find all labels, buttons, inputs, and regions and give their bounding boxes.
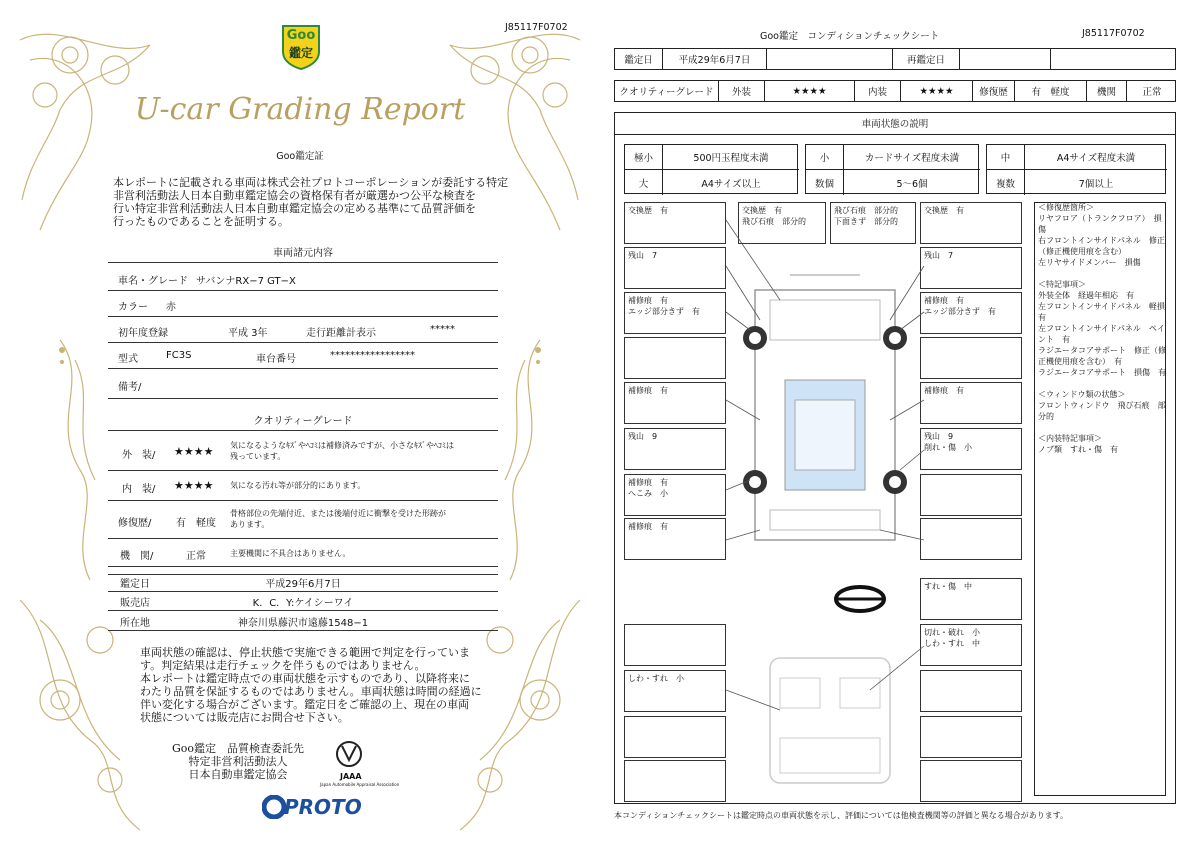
damage-box-left-4 bbox=[624, 337, 726, 379]
check-date-value: 平成29年6月7日 bbox=[663, 49, 767, 69]
repair-value: 有 軽度 bbox=[176, 518, 216, 529]
jaaa-logo: JAAA Japan Automobile Appraisal Association bbox=[320, 736, 400, 792]
int-label: 内装 bbox=[855, 81, 901, 101]
interior-stars: ★★★★ bbox=[174, 479, 214, 492]
chassis-label: 車台番号 bbox=[256, 354, 296, 365]
interior-desc: 気になる汚れ等が部分的にあります。 bbox=[230, 481, 366, 490]
interior-label: 内 装/ bbox=[122, 484, 156, 495]
damage-box-right-3 bbox=[920, 337, 1022, 379]
engine-label-right: 機関 bbox=[1087, 81, 1127, 101]
damage-box-left-8: 補修痕 有 bbox=[624, 518, 726, 560]
footer-note: 本コンディションチェックシートは鑑定時点の車両状態を示し、評価については他検査機関等の評価と異なる場合があります。 bbox=[614, 811, 1069, 820]
intro-paragraph: 本レポートに記載される車両は株式会社プロトコーポレーションが委託する特定 非営利活動法人日本自動車鑑定協会の資格保有者が厳選かつ公平な検査を 行い特定非営利活動法人日本自動車鑑定協会の定める基準にて品質評価を 行ったものであることを証明する。 bbox=[113, 176, 509, 228]
engine-value-right: 正常 bbox=[1142, 87, 1162, 98]
repair-desc: 骨格部位の先端付近、または後端付近に衝撃を受けた形跡が あります。 bbox=[230, 509, 446, 529]
leader-lines bbox=[720, 200, 930, 800]
qg-label: クオリティーグレード bbox=[615, 81, 719, 101]
address-value: 神奈川県藤沢市遠藤1548−1 bbox=[237, 618, 369, 629]
exterior-desc: 気になるようなｷｽﾞやﾍｺﾐは補修済みですが、小さなｷｽﾞやﾍｺﾐは 残っています。 bbox=[230, 441, 454, 461]
damage-box-left-3: 補修痕 有 エッジ部分きず 有 bbox=[624, 292, 726, 334]
issuer-block: Goo鑑定 品質検査委託先 特定非営利活動法人 日本自動車鑑定協会 bbox=[171, 742, 305, 781]
interior-box-left-4 bbox=[624, 760, 726, 802]
chassis-value: ***************** bbox=[330, 350, 415, 361]
proto-logo: PROTO bbox=[262, 792, 372, 822]
color-row bbox=[108, 298, 498, 317]
registration-row bbox=[108, 324, 498, 343]
damage-box-left-1: 交換歴 有 bbox=[624, 202, 726, 244]
goo-kantei-logo bbox=[280, 22, 322, 70]
damage-box-right-4: 補修痕 有 bbox=[920, 382, 1022, 424]
damage-box-top-2: 飛び石痕 部分的 下面きず 部分的 bbox=[830, 202, 916, 244]
interior-box-right-1: 切れ・破れ 小 しわ・すれ 中 bbox=[920, 624, 1022, 666]
interior-box-left-3 bbox=[624, 716, 726, 758]
model-row bbox=[108, 350, 498, 369]
repair-label: 修復歴/ bbox=[118, 518, 152, 529]
model-value: FC3S bbox=[166, 350, 192, 361]
exterior-row bbox=[108, 436, 498, 471]
damage-box-left-6: 残山 9 bbox=[624, 428, 726, 470]
steering-damage-box: すれ・傷 中 bbox=[920, 578, 1022, 620]
shop-value: K．C．Y:ケイシーワイ bbox=[252, 598, 354, 609]
logo-kantei-text: 鑑定 bbox=[288, 46, 313, 60]
color-label: カラー bbox=[118, 302, 148, 313]
report-title: U-car Grading Report bbox=[134, 92, 466, 127]
date-label: 鑑定日 bbox=[120, 579, 150, 590]
damage-box-right-7 bbox=[920, 518, 1022, 560]
doc-id: J85117F0702 bbox=[505, 22, 568, 33]
quality-table bbox=[614, 80, 1176, 102]
details-text: ＜修復歴箇所＞ リヤフロア（トランクフロア） 損傷 右フロントインサイドパネル 修正 （修正機使用痕を含む） 左リヤサイドメンバー 損傷 ＜特記事項＞ 外装全体 経過年相応 有 左フロントインサイドパネル 軽損 有 左フロントインサイドパネル ペイ ント 有 ラジエータコアサポート 修正（修 正機使用痕を含む） 有 ラジエータコアサポート 損傷 有 ＜ウィンドウ類の状態＞ フロントウィンドウ 飛び石痕 部 分的 ＜内装特記事項＞ ノブ類 すれ・傷 有 bbox=[1038, 203, 1166, 454]
doc-id-right: J85117F0702 bbox=[1082, 28, 1145, 39]
repair-value-right: 有 軽度 bbox=[1015, 81, 1087, 101]
notes-row bbox=[108, 378, 498, 399]
interior-box-right-3 bbox=[920, 716, 1022, 758]
date-value: 平成29年6月7日 bbox=[265, 579, 341, 590]
damage-box-right-1: 残山 7 bbox=[920, 247, 1022, 289]
logo-goo-text: Goo bbox=[286, 28, 316, 43]
address-row bbox=[108, 614, 498, 631]
damage-box-left-2: 残山 7 bbox=[624, 247, 726, 289]
damage-box-top-3: 交換歴 有 bbox=[920, 202, 1022, 244]
check-date-label: 鑑定日 bbox=[615, 49, 663, 69]
interior-box-right-2 bbox=[920, 670, 1022, 712]
model-label: 型式 bbox=[118, 354, 138, 365]
legend-header: 車両状態の説明 bbox=[861, 119, 929, 130]
redate-label: 再鑑定日 bbox=[906, 55, 945, 66]
mileage-label: 走行距離計表示 bbox=[306, 328, 376, 339]
repair-row bbox=[108, 504, 498, 539]
legend-block-1: 極小 500円玉程度未満 大 A4サイズ以上 bbox=[624, 144, 798, 194]
car-name-label: 車名・グレード bbox=[118, 276, 188, 287]
shop-label: 販売店 bbox=[120, 598, 150, 609]
damage-box-left-5: 補修痕 有 bbox=[624, 382, 726, 424]
engine-label: 機 関/ bbox=[120, 551, 154, 562]
damage-box-top-1: 交換歴 有 飛び石痕 部分的 bbox=[738, 202, 826, 244]
exterior-stars: ★★★★ bbox=[174, 445, 214, 458]
damage-box-right-5: 残山 9 削れ・傷 小 bbox=[920, 428, 1022, 470]
first-reg-label: 初年度登録 bbox=[118, 328, 168, 339]
interior-row bbox=[108, 474, 498, 501]
date-table bbox=[614, 48, 1176, 70]
interior-box-left-1 bbox=[624, 624, 726, 666]
color-value: 赤 bbox=[166, 302, 176, 313]
int-stars: ★★★★ bbox=[901, 81, 973, 101]
first-reg-value: 平成 3年 bbox=[228, 328, 268, 339]
damage-box-right-2: 補修痕 有 エッジ部分きず 有 bbox=[920, 292, 1022, 334]
report-subtitle: Goo鑑定証 bbox=[276, 151, 324, 162]
shop-row bbox=[108, 594, 498, 611]
notes-label: 備考/ bbox=[118, 382, 142, 393]
damage-box-left-7: 補修痕 有 へこみ 小 bbox=[624, 474, 726, 516]
car-name-value: サバンナRX−7 GT−X bbox=[196, 276, 296, 287]
interior-box-left-2: しわ・すれ 小 bbox=[624, 670, 726, 712]
address-label: 所在地 bbox=[120, 618, 150, 629]
interior-box-right-4 bbox=[920, 760, 1022, 802]
car-name-row bbox=[108, 272, 498, 291]
spec-header: 車両諸元内容 bbox=[108, 244, 498, 263]
ext-label: 外装 bbox=[719, 81, 765, 101]
sheet-title: Goo鑑定 コンディションチェックシート bbox=[760, 31, 940, 42]
damage-box-right-6 bbox=[920, 474, 1022, 516]
engine-value: 正常 bbox=[186, 551, 206, 562]
exterior-label: 外 装/ bbox=[122, 450, 156, 461]
disclaimer-paragraph: 車両状態の確認は、停止状態で実施できる範囲で判定を行っていま す。判定結果は走行チェックを伴うものではありません。 本レポートは鑑定時点での車両状態を示すものであり、以降将来に わたり品質を保証するものではありません。車両状態は時間の経過に 伴い変化する場合がございます。鑑定日をご確認の上、現在の車両 状態については販売店にお問合せ下さい。 bbox=[140, 646, 482, 724]
condition-check-sheet bbox=[600, 0, 1200, 848]
repair-label-right: 修復歴 bbox=[973, 81, 1015, 101]
engine-desc: 主要機関に不具合はありません。 bbox=[230, 549, 351, 558]
engine-row bbox=[108, 542, 498, 567]
quality-header: クオリティーグレード bbox=[108, 412, 498, 431]
ext-stars: ★★★★ bbox=[765, 81, 855, 101]
date-row bbox=[108, 574, 498, 592]
mileage-value: ***** bbox=[430, 324, 455, 335]
legend-block-2: 小 カードサイズ程度未満 数個 5〜6個 bbox=[805, 144, 979, 194]
legend-block-3: 中 A4サイズ程度未満 複数 7個以上 bbox=[986, 144, 1166, 194]
